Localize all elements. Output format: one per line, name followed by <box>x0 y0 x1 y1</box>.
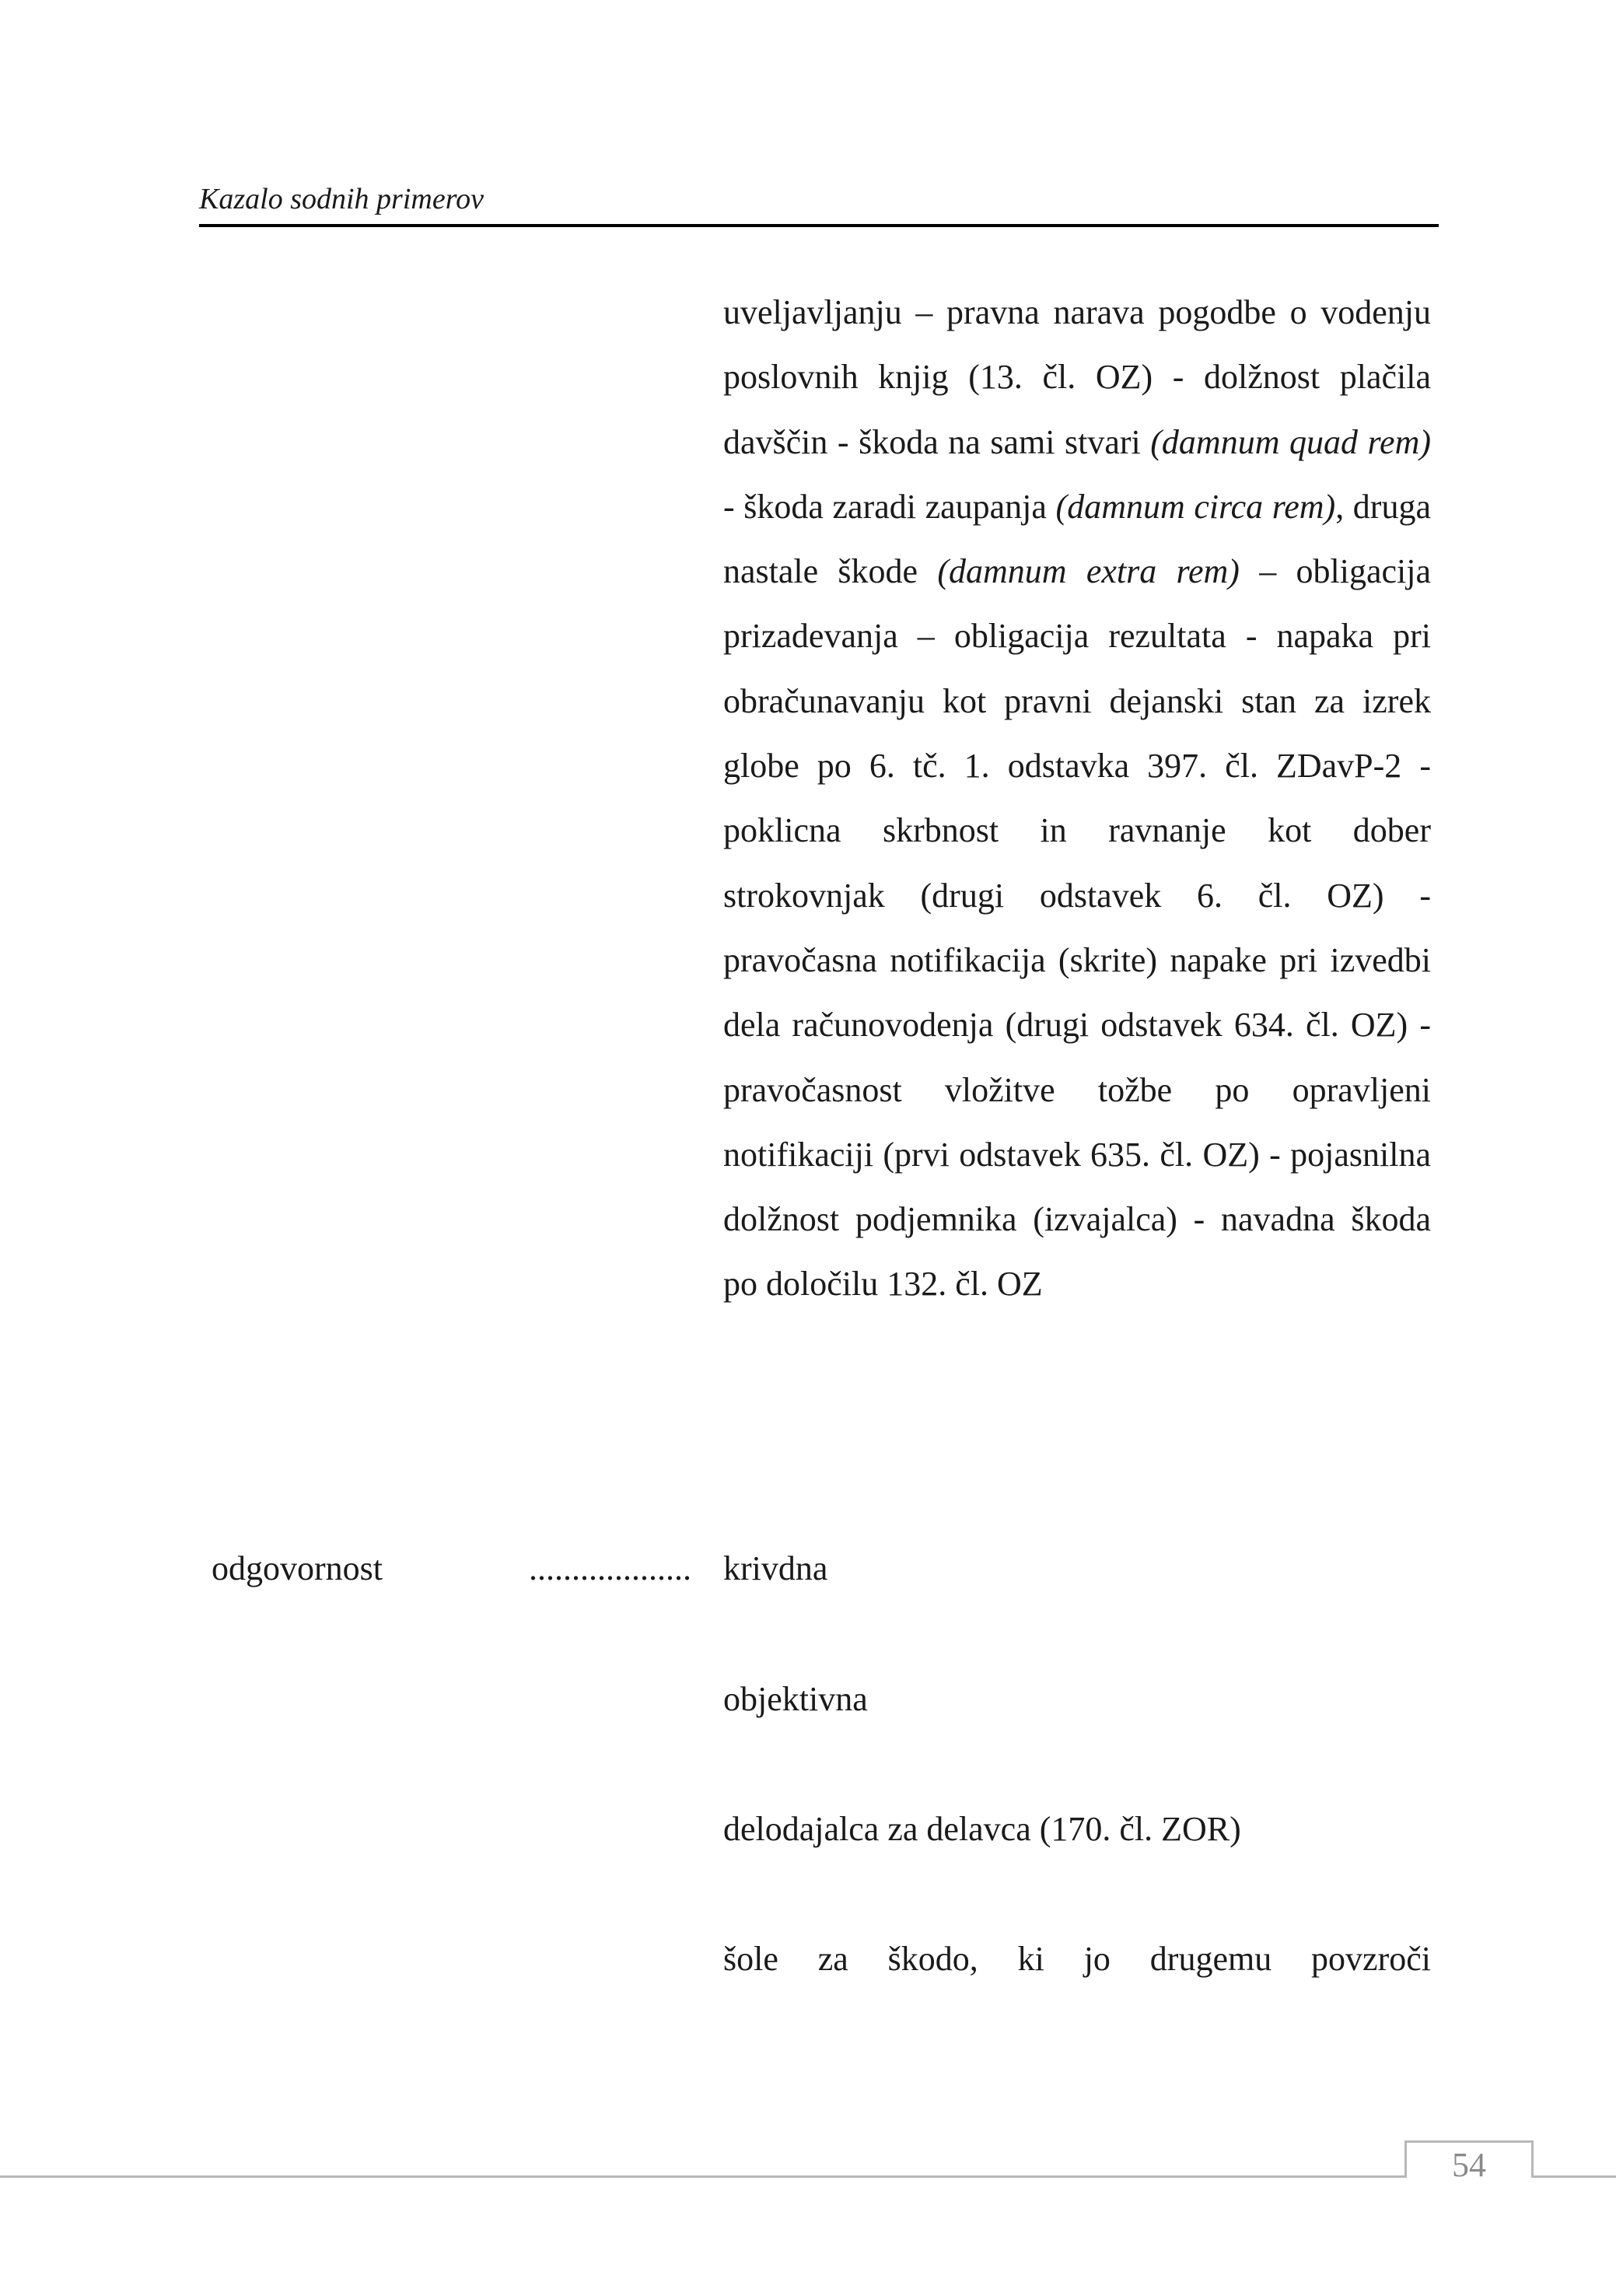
entry-text-1: uveljavljanju – pravna narava pogodbe o vodenju poslovnih knjig (13. čl. OZ) - dolžnost plačila davščin - škoda na sami stvari <box>723 293 1431 461</box>
entry-italic-1: (damnum quad rem) <box>1150 422 1431 461</box>
index-subentry: objektivna <box>723 1680 868 1718</box>
index-term: odgovornost <box>212 1549 383 1587</box>
entry-paragraph <box>723 280 1431 1317</box>
footer-rule-left <box>0 2175 1404 2178</box>
page-number: 54 <box>1452 2146 1486 2184</box>
entry-text-4: – obligacija prizadevanja – obligacija rezultata - napaka pri obračunavanju kot pravni dejanski stan za izrek globe po 6. tč. 1. odstavka 397. čl. ZDavP-2 - poklicna skrbnost in ravnanje kot dober strokovnjak (drugi odstavek 6. čl. OZ) - pravočasna notifikacija (skrite) napake pri izvedbi dela računovodenja (drugi odstavek 634. čl. OZ) - pravočasnost vložitve tožbe po opravljeni notifikaciji (prvi odstavek 635. čl. OZ) - pojasnilna dolžnost podjemnika (izvajalca) - navadna škoda po določilu 132. čl. OZ <box>723 552 1431 1304</box>
index-subentry: delodajalca za delavca (170. čl. ZOR) <box>723 1810 1241 1848</box>
running-header: Kazalo sodnih primerov <box>199 183 484 215</box>
index-subentry: šole za škodo, ki jo drugemu povzroči <box>723 1940 1431 1978</box>
index-leader-dots: ................... <box>529 1549 691 1587</box>
entry-italic-3: (damnum extra rem) <box>937 552 1240 591</box>
entry-text-2: - škoda zaradi zaupanja <box>723 487 1056 526</box>
entry-text-3: , druga nastale škode <box>723 487 1431 591</box>
footer-rule-right <box>1534 2175 1616 2178</box>
header-rule <box>199 224 1439 227</box>
entry-italic-2: (damnum circa rem) <box>1055 487 1336 526</box>
index-subentry: krivdna <box>723 1549 828 1587</box>
